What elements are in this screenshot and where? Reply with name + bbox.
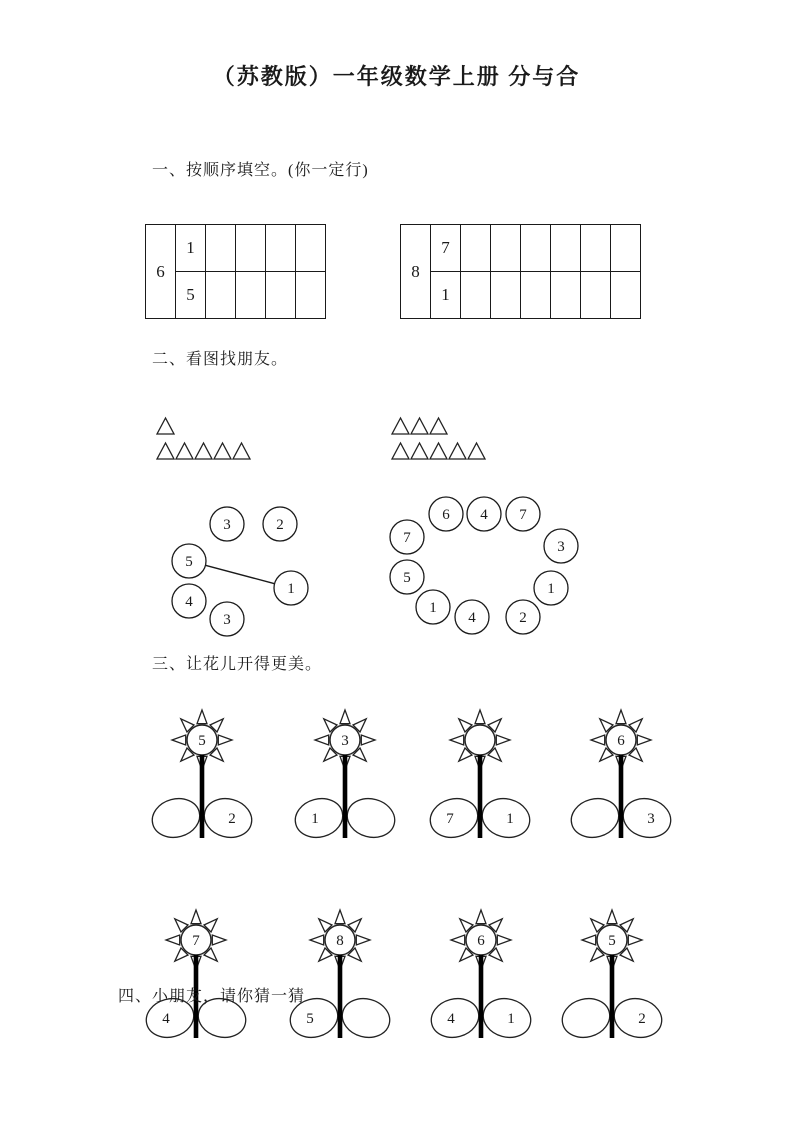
- leaf-number: 3: [647, 811, 655, 827]
- flower: [405, 698, 555, 843]
- petal-icon: [591, 735, 605, 745]
- petal-icon: [340, 710, 350, 724]
- petal-icon: [496, 735, 510, 745]
- blank-cell[interactable]: [206, 225, 236, 272]
- triangle-icon: [157, 418, 174, 434]
- total-cell: 8: [401, 225, 431, 319]
- flower-leaf-right[interactable]: [338, 993, 394, 1042]
- blank-cell[interactable]: [236, 225, 266, 272]
- match-circle-number: 2: [276, 517, 284, 533]
- section-4-heading: 四、小朋友，请你猜一猜: [118, 988, 306, 1005]
- flower-head-number: 5: [198, 733, 206, 749]
- blank-cell[interactable]: [296, 272, 326, 319]
- flower-svg: [546, 698, 696, 843]
- blank-cell[interactable]: [266, 225, 296, 272]
- petal-icon: [475, 710, 485, 724]
- leaf-number: 7: [446, 811, 454, 827]
- flower: [127, 698, 277, 843]
- blank-cell[interactable]: [521, 272, 551, 319]
- blank-cell[interactable]: [581, 225, 611, 272]
- flower-head-number: 7: [192, 933, 200, 949]
- flower-leaf-left[interactable]: [558, 993, 614, 1042]
- petal-icon: [191, 910, 201, 924]
- triangle-group-right: [390, 414, 500, 466]
- flower-head-number: 5: [608, 933, 616, 949]
- blank-cell[interactable]: [296, 225, 326, 272]
- given-cell: 5: [176, 272, 206, 319]
- petal-icon: [637, 735, 651, 745]
- leaf-number: 2: [638, 1011, 646, 1027]
- blank-cell[interactable]: [491, 225, 521, 272]
- petal-icon: [218, 735, 232, 745]
- triangle-icon: [449, 443, 466, 459]
- flower-svg: [270, 698, 420, 843]
- given-cell: 7: [431, 225, 461, 272]
- section-1-heading: 一、按顺序填空。(你一定行): [152, 162, 369, 179]
- triangle-group-svg: [390, 414, 500, 466]
- matching-circles-area: [140, 478, 610, 658]
- match-circle-number: 1: [547, 581, 555, 597]
- flower-stem: [478, 755, 483, 838]
- match-line: [205, 565, 274, 583]
- match-circle-number: 3: [223, 517, 231, 533]
- leaf-number: 1: [506, 811, 514, 827]
- triangle-icon: [411, 443, 428, 459]
- match-circle-number: 1: [287, 581, 295, 597]
- page-title: （苏教版）一年级数学上册 分与合: [212, 64, 581, 89]
- flower-stem: [619, 755, 624, 838]
- blank-cell[interactable]: [461, 225, 491, 272]
- match-circle-number: 4: [185, 594, 193, 610]
- flower: [270, 698, 420, 843]
- petal-icon: [335, 910, 345, 924]
- triangle-icon: [430, 443, 447, 459]
- petal-icon: [607, 910, 617, 924]
- match-circle-number: 7: [519, 507, 527, 523]
- flower-stem: [479, 955, 484, 1038]
- leaf-number: 1: [507, 1011, 515, 1027]
- blank-cell[interactable]: [611, 225, 641, 272]
- match-circle-number: 7: [403, 530, 411, 546]
- match-circle-number: 3: [557, 539, 565, 555]
- blank-cell[interactable]: [521, 225, 551, 272]
- match-circle-number: 4: [480, 507, 488, 523]
- flower-svg: [405, 698, 555, 843]
- leaf-number: 2: [228, 811, 236, 827]
- flower-leaf-left[interactable]: [567, 793, 623, 842]
- flower-svg: [265, 898, 415, 1043]
- section-2-heading: 二、看图找朋友。: [152, 351, 289, 368]
- circles-svg: [140, 478, 610, 658]
- petal-icon: [315, 735, 329, 745]
- flower-head-number: 8: [336, 933, 344, 949]
- leaf-number: 4: [447, 1011, 455, 1027]
- triangle-icon: [214, 443, 231, 459]
- triangle-icon: [430, 418, 447, 434]
- petal-icon: [450, 735, 464, 745]
- match-circle-number: 6: [442, 507, 450, 523]
- petal-icon: [166, 935, 180, 945]
- flower-svg: [121, 898, 271, 1043]
- flower-stem: [200, 755, 205, 838]
- given-cell: 1: [176, 225, 206, 272]
- flower-svg: [406, 898, 556, 1043]
- petal-icon: [476, 910, 486, 924]
- petal-icon: [172, 735, 186, 745]
- match-circle-number: 5: [185, 554, 193, 570]
- flower: [537, 898, 687, 1043]
- triangle-icon: [468, 443, 485, 459]
- leaf-number: 5: [306, 1011, 314, 1027]
- flower-stem: [610, 955, 615, 1038]
- flower-svg: [127, 698, 277, 843]
- petal-icon: [451, 935, 465, 945]
- blank-cell[interactable]: [461, 272, 491, 319]
- flower-head-number: 6: [617, 733, 625, 749]
- flower-head[interactable]: [465, 725, 495, 755]
- triangle-icon: [392, 418, 409, 434]
- blank-cell[interactable]: [551, 225, 581, 272]
- match-circle-number: 3: [223, 612, 231, 628]
- given-cell: 1: [431, 272, 461, 319]
- flower-stem: [343, 755, 348, 838]
- blank-cell[interactable]: [266, 272, 296, 319]
- flower-leaf-left: [427, 993, 483, 1042]
- blank-cell[interactable]: [206, 272, 236, 319]
- triangle-icon: [176, 443, 193, 459]
- blank-cell[interactable]: [236, 272, 266, 319]
- flower: [265, 898, 415, 1043]
- triangle-icon: [157, 443, 174, 459]
- fill-table: [145, 224, 326, 319]
- blank-cell[interactable]: [581, 272, 611, 319]
- flower: [121, 898, 271, 1043]
- match-circle-number: 5: [403, 570, 411, 586]
- match-circle-number: 1: [429, 600, 437, 616]
- petal-icon: [361, 735, 375, 745]
- petal-icon: [356, 935, 370, 945]
- petal-icon: [497, 935, 511, 945]
- leaf-number: 1: [311, 811, 319, 827]
- flower: [546, 698, 696, 843]
- petal-icon: [628, 935, 642, 945]
- match-circle-number: 2: [519, 610, 527, 626]
- flower-head-number: 6: [477, 933, 485, 949]
- triangle-icon: [195, 443, 212, 459]
- petal-icon: [212, 935, 226, 945]
- blank-cell[interactable]: [551, 272, 581, 319]
- flower-leaf-left: [426, 793, 482, 842]
- petal-icon: [616, 710, 626, 724]
- flower-leaf-left[interactable]: [148, 793, 204, 842]
- flower-leaf-right[interactable]: [343, 793, 399, 842]
- triangle-icon: [233, 443, 250, 459]
- triangle-icon: [392, 443, 409, 459]
- flower: [406, 898, 556, 1043]
- petal-icon: [582, 935, 596, 945]
- flower-head-number: 3: [341, 733, 349, 749]
- blank-cell[interactable]: [491, 272, 521, 319]
- section-3-heading: 三、让花儿开得更美。: [152, 656, 323, 673]
- flower-stem: [338, 955, 343, 1038]
- flower-svg: [537, 898, 687, 1043]
- triangle-group-left: [155, 414, 265, 466]
- match-circle-number: 4: [468, 610, 476, 626]
- triangle-icon: [411, 418, 428, 434]
- total-cell: 6: [146, 225, 176, 319]
- triangle-group-svg: [155, 414, 265, 466]
- flower-leaf-left: [291, 793, 347, 842]
- petal-icon: [197, 710, 207, 724]
- leaf-number: 4: [162, 1011, 170, 1027]
- blank-cell[interactable]: [611, 272, 641, 319]
- petal-icon: [310, 935, 324, 945]
- fill-table: [400, 224, 641, 319]
